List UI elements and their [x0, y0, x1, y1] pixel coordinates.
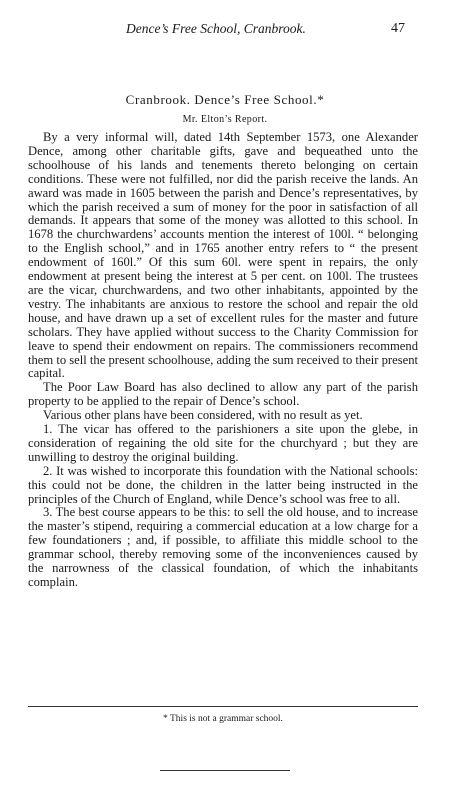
body-text [28, 131, 418, 590]
paragraph: Various other plans have been considered, with no result as yet. [43, 408, 363, 423]
paragraph: The Poor Law Board has also declined to allow any part of the parish property to be applied to the repair of Dence’s school. [28, 380, 418, 409]
running-title: Dence’s Free School, Cranbrook. [126, 21, 306, 36]
paragraph: 1. The vicar has offered to the parishioners a site upon the glebe, in consideration of regaining the old site for the churchyard ; but they are unwilling to destroy the original building. [28, 422, 418, 464]
footnote-divider [28, 706, 418, 707]
section-heading: Cranbrook. Dence’s Free School.* [125, 92, 325, 107]
footnote: * This is not a grammar school. [163, 714, 283, 724]
page-end-rule [160, 770, 290, 771]
paragraph: By a very informal will, dated 14th September 1573, one Alexander Dence, among other charitable gifts, gave and bequeathed unto the schoolhouse of his lands and tenements thereto belonging on certain conditions. These were not fulfilled, nor did the parish receive the lands. An award was made in 1605 between the parish and Dence’s representatives, by which the parish received a sum of money for the poor in satisfaction of all demands. It appears that some of the money was allotted to this school. In 1678 the churchwardens’ accounts mention the interest of 100l. “ belonging to the English school,” and in 1765 another entry refers to “ the present endowment of 160l.” Of this sum 60l. were spent in repairs, the only endowment at present being the interest at 5 per cent. on 100l. The trustees are the vicar, churchwardens, and two other inhabitants, appointed by the vestry. The inhabitants are anxious to restore the school and repair the old house, and have drawn up a set of excellent rules for the master and future scholars. They have applied without success to the Charity Commission for leave to spend their endowment on repairs. The commissioners recommend them to sell the present schoolhouse, adding the sum received to their present capital. [28, 130, 418, 381]
running-header [66, 21, 405, 39]
paragraph: 3. The best course appears to be this: to sell the old house, and to increase the master’s stipend, requiring a commercial education at a low charge for a few foundationers ; and, if possible, to affiliate this middle school to the grammar school, thereby removing some of the inconveniences caused by the narrowness of the classical foundation, of which the inhabitants complain. [28, 505, 418, 589]
paragraph: 2. It was wished to incorporate this foundation with the National schools: this could not be done, the children in the latter being instructed in the principles of the Church of England, while Dence’s school was free to all. [28, 463, 418, 506]
page-number: 47 [391, 21, 405, 36]
report-subheading: Mr. Elton’s Report. [182, 114, 268, 125]
